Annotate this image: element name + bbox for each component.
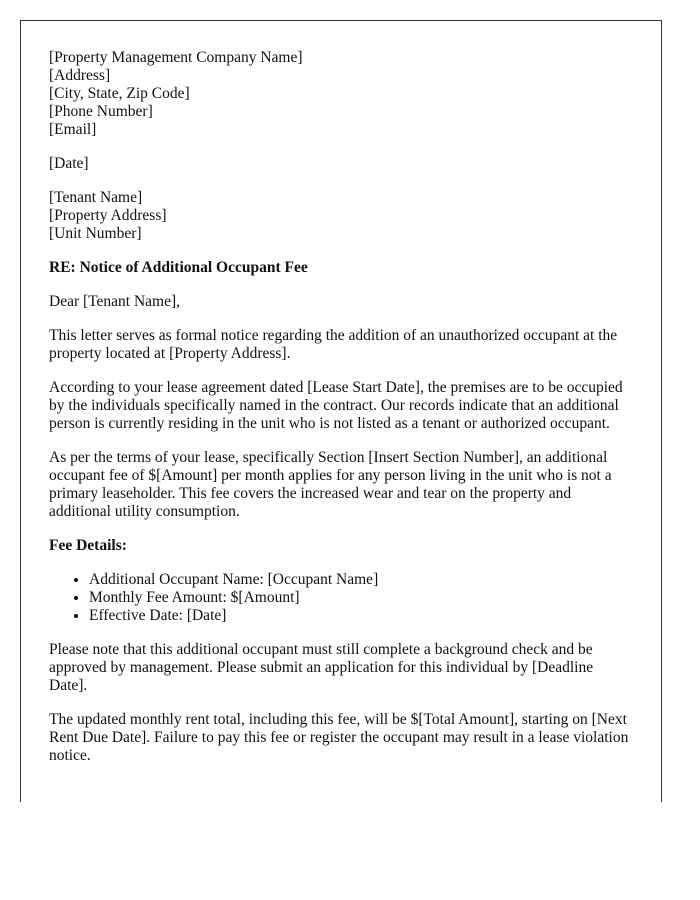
letter-date: [Date]: [49, 155, 89, 172]
list-item: • Effective Date: [Date]: [89, 607, 633, 625]
sender-phone: [Phone Number]: [49, 103, 153, 120]
recipient-unit: [Unit Number]: [49, 225, 142, 242]
sender-email: [Email]: [49, 121, 97, 138]
letter-page: [20, 20, 662, 802]
sender-city-state-zip: [City, State, Zip Code]: [49, 85, 190, 102]
body-paragraph: The updated monthly rent total, including this fee, will be $[Total Amount], starting on [Next Rent Due Date]. Failure to pay this fee or register the occupant may result in a lease violation notice.: [49, 711, 629, 764]
salutation: Dear [Tenant Name],: [49, 293, 181, 310]
recipient-property-address: [Property Address]: [49, 207, 167, 224]
body-paragraph: According to your lease agreement dated [Lease Start Date], the premises are to be occupied by the individuals specifically named in the contract. Our records indicate that an additional person is currently residing in the unit who is not listed as a tenant or authorized occupant.: [49, 379, 623, 432]
sender-block: [49, 49, 633, 139]
body-paragraph: As per the terms of your lease, specifically Section [Insert Section Number], an additional occupant fee of $[Amount] per month applies for any person living in the unit who is not a primary leaseholder. This fee covers the increased wear and tear on the property and additional utility consumption.: [49, 449, 612, 520]
subject-line: RE: Notice of Additional Occupant Fee: [49, 259, 308, 276]
fee-details-list: [49, 571, 633, 625]
list-item: • Additional Occupant Name: [Occupant Name]: [89, 571, 633, 589]
sender-address: [Address]: [49, 67, 111, 84]
sender-company: [Property Management Company Name]: [49, 49, 303, 66]
body-paragraph: Please note that this additional occupant must still complete a background check and be approved by management. Please submit an application for this individual by [Deadline Date].: [49, 641, 594, 694]
recipient-block: [49, 189, 633, 243]
list-item: • Monthly Fee Amount: $[Amount]: [89, 589, 633, 607]
body-paragraph: This letter serves as formal notice regarding the addition of an unauthorized occupant at the property located at [Property Address].: [49, 327, 618, 362]
recipient-name: [Tenant Name]: [49, 189, 143, 206]
fee-details-heading: Fee Details:: [49, 537, 127, 554]
